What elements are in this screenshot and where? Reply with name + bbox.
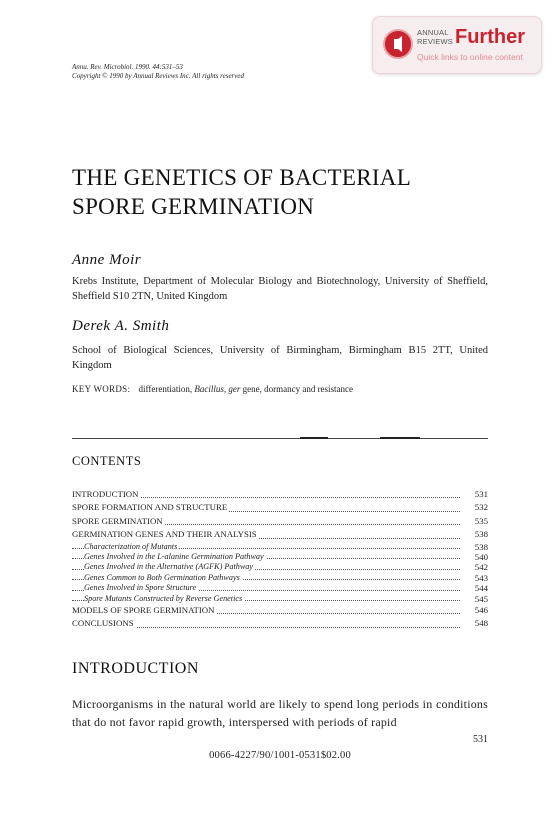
keywords-label: KEY WORDS: (72, 384, 131, 394)
toc-subitem-label: Spore Mutants Constructed by Reverse Genetics (84, 593, 243, 603)
toc-subitem (72, 552, 488, 562)
badge-further-text: Further (455, 26, 525, 48)
toc-subitem-label: Genes Common to Both Germination Pathways (84, 572, 240, 582)
toc-subitem (72, 562, 488, 572)
toc-item-label: INTRODUCTION (72, 488, 140, 501)
toc-subitem-label: Genes Involved in the L-alanine Germination Pathway (84, 551, 264, 561)
page-number: 531 (473, 734, 488, 745)
author-affiliation: School of Biological Sciences, University of Birmingham, Birmingham B15 2TT, United Kingdom (72, 345, 488, 371)
table-of-contents (72, 488, 488, 631)
toc-subitem (72, 573, 488, 583)
divider-accent (380, 437, 420, 439)
citation-block (72, 63, 244, 81)
author-name: Anne Moir (72, 252, 142, 268)
toc-item-label: GERMINATION GENES AND THEIR ANALYSIS (72, 528, 259, 541)
toc-subitem-page: 544 (474, 583, 488, 594)
toc-item (72, 515, 488, 528)
journal-citation: Annu. Rev. Microbiol. 1990. 44:531–53 (72, 63, 183, 71)
toc-subitem (72, 594, 488, 604)
badge-reviews-text: REVIEWS (417, 37, 453, 46)
copyright-line: Copyright © 1990 by Annual Reviews Inc. All rights reserved (72, 72, 244, 80)
toc-item (72, 501, 488, 514)
toc-subitem (72, 583, 488, 593)
author-name: Derek A. Smith (72, 318, 170, 334)
toc-item-label: SPORE FORMATION AND STRUCTURE (72, 501, 229, 514)
footer-fee-code: 0066-4227/90/1001-0531$02.00 (209, 750, 351, 761)
toc-item (72, 528, 488, 541)
keyword-text: gene, dormancy and resistance (242, 384, 354, 394)
article-title (72, 163, 411, 221)
toc-subitem-page: 538 (474, 541, 488, 552)
contents-heading: CONTENTS (72, 454, 142, 468)
title-line-1: THE GENETICS OF BACTERIAL (72, 165, 412, 190)
keyword-text: differentiation, (138, 384, 193, 394)
title-line-2: SPORE GERMINATION (72, 194, 315, 219)
toc-item-label: CONCLUSIONS (72, 617, 136, 630)
annual-reviews-further-badge[interactable] (372, 16, 542, 74)
keywords-line (72, 384, 353, 394)
toc-item-page: 548 (474, 618, 488, 629)
keyword-italic: ger (228, 384, 241, 394)
toc-item (72, 617, 488, 630)
toc-item-label: SPORE GERMINATION (72, 515, 165, 528)
introduction-paragraph: Microorganisms in the natural world are likely to spend long periods in conditions that do not favor rapid growth, interspersed with periods of rapid (72, 697, 488, 729)
toc-subitem-page: 540 (474, 551, 488, 562)
toc-item (72, 488, 488, 501)
speaker-icon (383, 29, 413, 59)
toc-subitem-label: Genes Involved in Spore Structure (84, 583, 197, 593)
author-affiliation: Krebs Institute, Department of Molecular Biology and Biotechnology, University of Sheffield, Sheffield S10 2TN, United Kingdom (72, 276, 488, 302)
toc-subitem-label: Genes Involved in the Alternative (AGFK) Pathway (84, 562, 254, 572)
toc-subitem-label: Characterization of Mutants (84, 541, 178, 551)
keyword-italic: Bacillus, (194, 384, 227, 394)
toc-subitem-page: 542 (474, 562, 488, 573)
badge-tagline: Quick links to online content (417, 52, 523, 62)
toc-subitem-page: 545 (474, 593, 488, 604)
toc-item-page: 531 (474, 489, 488, 499)
toc-item-page: 535 (474, 515, 488, 526)
introduction-heading: INTRODUCTION (72, 660, 199, 677)
toc-subitem (72, 542, 488, 552)
toc-item-page: 538 (474, 529, 488, 540)
toc-item (72, 604, 488, 617)
badge-annual-text: ANNUAL (417, 28, 449, 37)
toc-item-page: 546 (474, 604, 488, 615)
section-divider (72, 438, 488, 439)
toc-subitem-page: 543 (474, 572, 488, 583)
toc-item-page: 532 (474, 502, 488, 513)
toc-item-label: MODELS OF SPORE GERMINATION (72, 604, 216, 617)
divider-accent (300, 437, 328, 439)
